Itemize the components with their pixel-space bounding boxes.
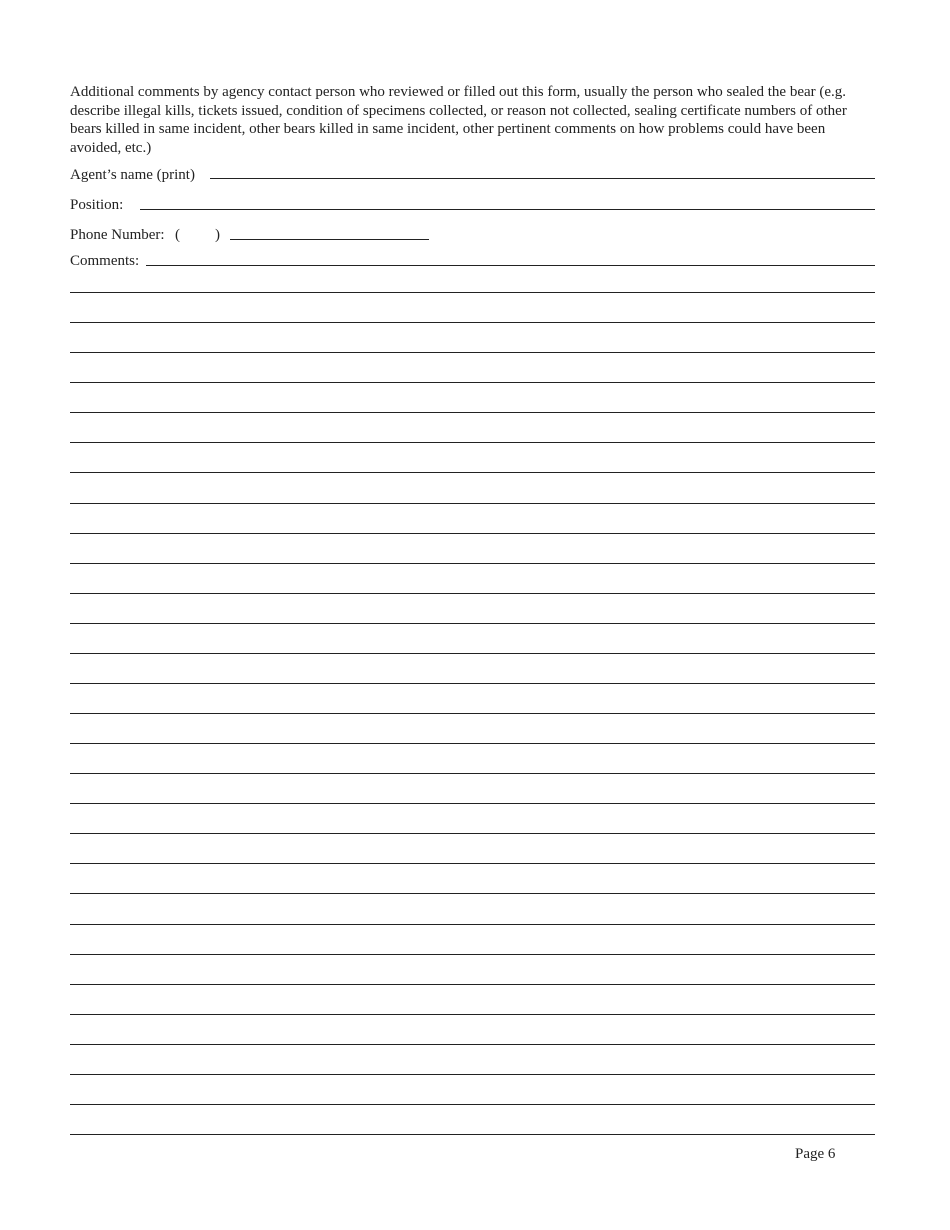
comment-line[interactable] (70, 382, 875, 383)
phone-area-code-field[interactable] (186, 226, 214, 244)
comment-line[interactable] (70, 503, 875, 504)
comment-line[interactable] (70, 472, 875, 473)
comment-line[interactable] (70, 1074, 875, 1075)
agent-name-label: Agent’s name (print) (70, 167, 195, 183)
comments-row (70, 252, 875, 274)
phone-paren-open: ( (175, 227, 180, 243)
comment-line[interactable] (70, 352, 875, 353)
comment-line[interactable] (70, 292, 875, 293)
comment-line[interactable] (70, 653, 875, 654)
agent-name-row (70, 166, 875, 188)
comment-line[interactable] (70, 803, 875, 804)
comment-line[interactable] (70, 593, 875, 594)
phone-number-field[interactable] (230, 239, 429, 240)
agent-name-field[interactable] (210, 178, 875, 179)
position-label: Position: (70, 197, 124, 213)
comment-line[interactable] (70, 863, 875, 864)
comment-line[interactable] (70, 984, 875, 985)
phone-paren-close: ) (215, 227, 220, 243)
comment-line[interactable] (70, 533, 875, 534)
comment-line[interactable] (70, 743, 875, 744)
comment-line[interactable] (70, 954, 875, 955)
comment-line[interactable] (70, 713, 875, 714)
comment-line[interactable] (70, 1134, 875, 1135)
phone-label: Phone Number: (70, 227, 165, 243)
comment-line[interactable] (70, 683, 875, 684)
position-field[interactable] (140, 209, 875, 210)
comment-line[interactable] (70, 773, 875, 774)
page-number: Page 6 (795, 1146, 836, 1162)
comments-label: Comments: (70, 253, 140, 269)
comments-field[interactable] (146, 265, 875, 266)
comment-line[interactable] (70, 893, 875, 894)
comment-line[interactable] (70, 924, 875, 925)
comment-line[interactable] (70, 1044, 875, 1045)
comment-line[interactable] (70, 833, 875, 834)
comment-line[interactable] (70, 563, 875, 564)
position-row (70, 196, 875, 218)
comment-line[interactable] (70, 1104, 875, 1105)
comment-line[interactable] (70, 412, 875, 413)
comment-line[interactable] (70, 442, 875, 443)
comment-line[interactable] (70, 623, 875, 624)
comment-line[interactable] (70, 322, 875, 323)
instructions-paragraph: Additional comments by agency contact person who reviewed or filled out this form, usually the person who sealed the bear (e.g. describe illegal kills, tickets issued, condition of specimens collected, or reason not collected, sealing certificate numbers of other bears killed in same incident, other bears killed in same incident, other pertinent comments on how problems could have been avoided, etc.) (70, 84, 847, 156)
phone-row (70, 226, 875, 248)
comment-line[interactable] (70, 1014, 875, 1015)
